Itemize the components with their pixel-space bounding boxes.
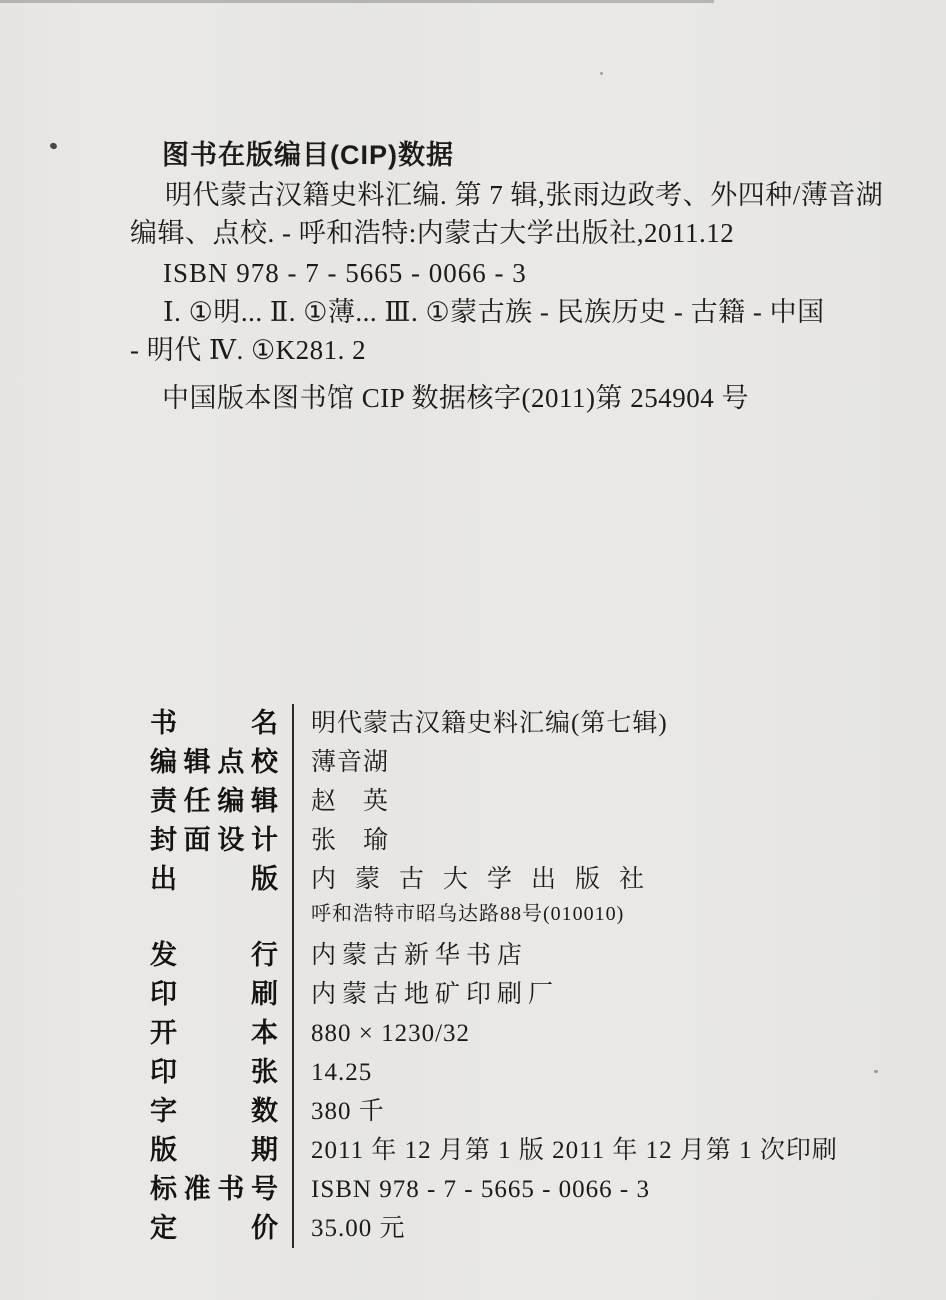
colophon-value: 内蒙古地矿印刷厂 bbox=[311, 981, 560, 1008]
colophon-row bbox=[150, 1131, 850, 1170]
colophon-label-char: 本 bbox=[251, 1018, 278, 1048]
colophon-label bbox=[150, 1092, 278, 1131]
colophon-label-char: 名 bbox=[251, 708, 278, 738]
colophon-row bbox=[150, 1092, 850, 1131]
colophon-label-char: 定 bbox=[150, 1213, 177, 1243]
colophon-label-char: 印 bbox=[150, 979, 177, 1009]
scan-speck bbox=[874, 1070, 878, 1073]
colophon-value: 张 瑜 bbox=[311, 827, 390, 854]
colophon-label bbox=[150, 1014, 278, 1053]
colophon-label bbox=[150, 743, 278, 782]
colophon-row bbox=[150, 743, 850, 782]
colophon-label-char: 开 bbox=[150, 1018, 177, 1048]
colophon-row bbox=[150, 1053, 850, 1092]
cip-record-line-1: 明代蒙古汉籍史料汇编. 第 7 辑,张雨边政考、外四种/薄音湖 bbox=[165, 180, 884, 210]
colophon-value-cell bbox=[292, 1209, 850, 1248]
colophon-label-char: 印 bbox=[150, 1057, 177, 1087]
colophon-label-char: 号 bbox=[250, 1174, 278, 1204]
colophon-row bbox=[150, 975, 850, 1014]
colophon-label-char: 编 bbox=[150, 747, 177, 777]
colophon-value: 内蒙古新华书店 bbox=[311, 942, 529, 969]
colophon-label-char: 设 bbox=[217, 825, 245, 855]
colophon-value-cell bbox=[292, 821, 850, 860]
colophon-value: 14.25 bbox=[311, 1059, 373, 1086]
colophon-value: ISBN 978 - 7 - 5665 - 0066 - 3 bbox=[311, 1176, 651, 1203]
colophon-value-cell bbox=[292, 975, 850, 1014]
colophon-label-char: 封 bbox=[150, 825, 177, 855]
colophon-label-char: 价 bbox=[251, 1213, 278, 1243]
colophon-value-cell bbox=[292, 1014, 850, 1053]
colophon-label bbox=[150, 1209, 278, 1248]
colophon-label-char: 数 bbox=[251, 1096, 278, 1126]
colophon-label bbox=[150, 1170, 278, 1209]
colophon-label bbox=[150, 936, 278, 975]
colophon-value: 赵 英 bbox=[311, 788, 390, 815]
colophon-label bbox=[150, 860, 278, 899]
colophon-label-char: 计 bbox=[250, 825, 278, 855]
colophon-label-char: 标 bbox=[150, 1174, 177, 1204]
colophon-label bbox=[150, 975, 278, 1014]
colophon-label bbox=[150, 782, 278, 821]
scan-speck bbox=[600, 72, 603, 75]
colophon-row bbox=[150, 1209, 850, 1248]
colophon-row bbox=[150, 860, 850, 936]
scan-speck bbox=[49, 142, 58, 150]
colophon-label-char: 任 bbox=[183, 786, 211, 816]
colophon-label-char: 出 bbox=[150, 864, 177, 894]
scan-edge-artifact bbox=[0, 0, 714, 3]
colophon-label-char: 准 bbox=[183, 1174, 211, 1204]
colophon-value-cell bbox=[292, 1131, 850, 1170]
colophon-label bbox=[150, 821, 278, 860]
colophon-value-note: 呼和浩特市昭乌达路88号(010010) bbox=[311, 903, 625, 925]
colophon-value-cell bbox=[292, 1053, 850, 1092]
colophon-label-char: 书 bbox=[217, 1174, 245, 1204]
colophon-label bbox=[150, 1053, 278, 1092]
cip-heading: 图书在版编目(CIP)数据 bbox=[162, 140, 454, 170]
cip-record-line-2: 编辑、点校. - 呼和浩特:内蒙古大学出版社,2011.12 bbox=[130, 218, 735, 248]
colophon-value: 35.00 元 bbox=[311, 1215, 406, 1242]
colophon-label-char: 点 bbox=[217, 747, 245, 777]
colophon-value: 内蒙古大学出版社 bbox=[311, 866, 664, 893]
colophon-label-char: 期 bbox=[251, 1135, 278, 1165]
colophon-label-char: 发 bbox=[150, 940, 177, 970]
colophon-value-cell bbox=[292, 936, 850, 975]
colophon-label-char: 辑 bbox=[250, 786, 278, 816]
colophon-label-char: 字 bbox=[150, 1096, 177, 1126]
colophon-value: 明代蒙古汉籍史料汇编(第七辑) bbox=[311, 710, 668, 737]
colophon-label-char: 行 bbox=[251, 940, 278, 970]
colophon-label bbox=[150, 704, 278, 743]
colophon-label-char: 版 bbox=[150, 1135, 177, 1165]
colophon-label-char: 校 bbox=[250, 747, 278, 777]
cip-registry-line: 中国版本图书馆 CIP 数据核字(2011)第 254904 号 bbox=[162, 383, 749, 413]
cip-classification-line-1: Ⅰ. ①明... Ⅱ. ①薄... Ⅲ. ①蒙古族 - 民族历史 - 古籍 - 中国 bbox=[163, 297, 825, 327]
colophon-label-char: 张 bbox=[251, 1057, 278, 1087]
colophon-row bbox=[150, 821, 850, 860]
colophon-table bbox=[150, 704, 850, 1248]
colophon-value-cell bbox=[292, 704, 850, 743]
colophon-value-cell bbox=[292, 860, 850, 936]
colophon-row bbox=[150, 936, 850, 975]
colophon-value: 880 × 1230/32 bbox=[311, 1020, 471, 1047]
colophon-label-char: 刷 bbox=[251, 979, 278, 1009]
colophon-label-char: 版 bbox=[251, 864, 278, 894]
colophon-row bbox=[150, 1170, 850, 1209]
colophon-label-char: 面 bbox=[183, 825, 211, 855]
colophon-value: 380 千 bbox=[311, 1098, 385, 1125]
colophon-label-char: 辑 bbox=[183, 747, 211, 777]
colophon-value-cell bbox=[292, 1092, 850, 1131]
colophon-label-char: 责 bbox=[150, 786, 177, 816]
colophon-value: 薄音湖 bbox=[311, 749, 390, 776]
colophon-label-char: 编 bbox=[217, 786, 245, 816]
colophon-label-char: 书 bbox=[150, 708, 177, 738]
colophon-row bbox=[150, 1014, 850, 1053]
colophon-row bbox=[150, 782, 850, 821]
colophon-row bbox=[150, 704, 850, 743]
colophon-value-cell bbox=[292, 1170, 850, 1209]
colophon-value-cell bbox=[292, 743, 850, 782]
colophon-label bbox=[150, 1131, 278, 1170]
colophon-value-cell bbox=[292, 782, 850, 821]
colophon-value: 2011 年 12 月第 1 版 2011 年 12 月第 1 次印刷 bbox=[311, 1137, 838, 1164]
cip-isbn-line: ISBN 978 - 7 - 5665 - 0066 - 3 bbox=[163, 258, 527, 288]
cip-classification-line-2: - 明代 Ⅳ. ①K281. 2 bbox=[130, 335, 367, 365]
